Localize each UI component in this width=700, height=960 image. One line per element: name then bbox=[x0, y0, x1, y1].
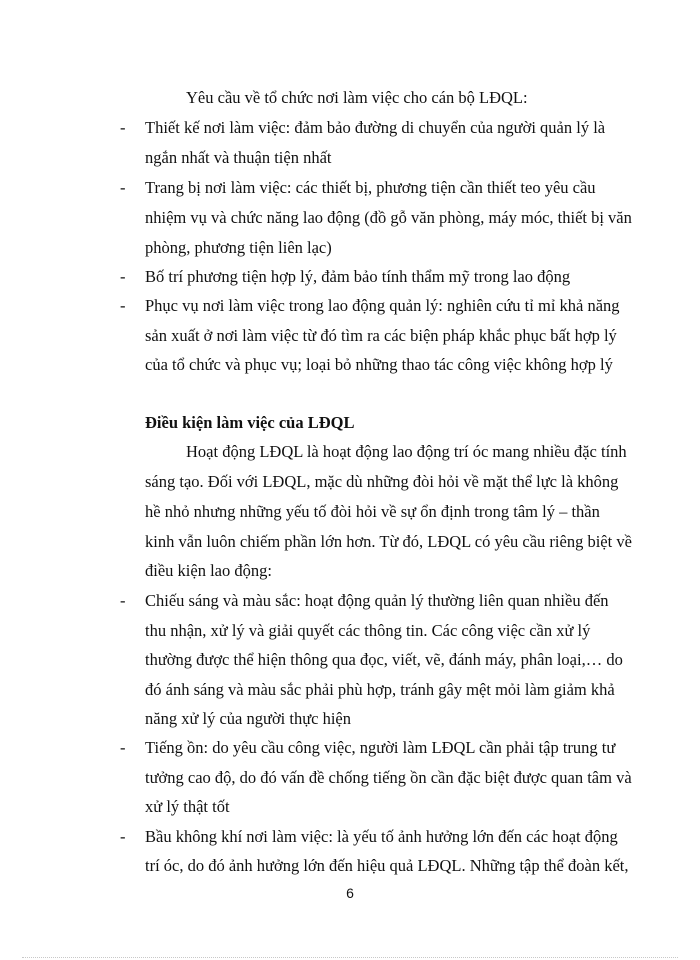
bullet-dash: - bbox=[120, 178, 126, 197]
page-bottom-divider bbox=[22, 957, 678, 958]
bullet-dash: - bbox=[120, 296, 126, 315]
s2-intro-line2: sáng tạo. Đối với LĐQL, mặc dù những đòi hỏi về mặt thể lực là không bbox=[145, 472, 619, 491]
s2-intro-line1: Hoạt động LĐQL là hoạt động lao động trí óc mang nhiều đặc tính bbox=[186, 442, 627, 461]
s2-intro-line3: hề nhỏ nhưng những yếu tố đòi hỏi về sự ổn định trong tâm lý – thần bbox=[145, 502, 600, 521]
bullet-dash: - bbox=[120, 827, 126, 846]
bullet-dash: - bbox=[120, 591, 126, 610]
s2-item1-line5: năng xử lý của người thực hiện bbox=[145, 709, 352, 728]
s1-item4-line2: sản xuất ở nơi làm việc từ đó tìm ra các biện pháp khắc phục bất hợp lý bbox=[145, 326, 617, 345]
s2-item1-line1: Chiếu sáng và màu sắc: hoạt động quản lý thường liên quan nhiều đến bbox=[145, 591, 609, 610]
s2-intro-line4: kinh vẫn luôn chiếm phần lớn hơn. Từ đó, LĐQL có yêu cầu riêng biệt về bbox=[145, 532, 632, 551]
section2-heading: Điều kiện làm việc của LĐQL bbox=[145, 413, 355, 432]
s2-item2-line3: xử lý thật tốt bbox=[145, 797, 230, 816]
s1-item1-line2: ngắn nhất và thuận tiện nhất bbox=[145, 148, 332, 167]
bullet-dash: - bbox=[120, 267, 126, 286]
bullet-dash: - bbox=[120, 118, 126, 137]
s2-item1-line4: đó ánh sáng và màu sắc phải phù hợp, tránh gây mệt mỏi làm giảm khả bbox=[145, 680, 615, 699]
s2-intro-line5: điều kiện lao động: bbox=[145, 561, 272, 580]
page-number: 6 bbox=[346, 885, 354, 901]
s2-item3-line2: trí óc, do đó ảnh hưởng lớn đến hiệu quả LĐQL. Những tập thể đoàn kết, bbox=[145, 856, 629, 875]
s1-item4-line1: Phục vụ nơi làm việc trong lao động quản lý: nghiên cứu tỉ mỉ khả năng bbox=[145, 296, 620, 315]
section1-heading: Yêu cầu về tổ chức nơi làm việc cho cán bộ LĐQL: bbox=[186, 88, 528, 107]
s1-item2-line1: Trang bị nơi làm việc: các thiết bị, phương tiện cần thiết teo yêu cầu bbox=[145, 178, 596, 197]
s2-item1-line2: thu nhận, xử lý và giải quyết các thông tin. Các công việc cần xử lý bbox=[145, 621, 591, 640]
s2-item3-line1: Bầu không khí nơi làm việc: là yếu tố ảnh hưởng lớn đến các hoạt động bbox=[145, 827, 618, 846]
s1-item4-line3: của tổ chức và phục vụ; loại bỏ những thao tác công việc không hợp lý bbox=[145, 355, 613, 374]
s1-item2-line2: nhiệm vụ và chức năng lao động (đồ gỗ văn phòng, máy móc, thiết bị văn bbox=[145, 208, 632, 227]
s1-item1-line1: Thiết kế nơi làm việc: đảm bảo đường di chuyển của người quản lý là bbox=[145, 118, 606, 137]
s1-item2-line3: phòng, phương tiện liên lạc) bbox=[145, 238, 332, 257]
bullet-dash: - bbox=[120, 738, 126, 757]
s2-item2-line2: tưởng cao độ, do đó vấn đề chống tiếng ồn cần đặc biệt được quan tâm và bbox=[145, 768, 632, 787]
s2-item2-line1: Tiếng ồn: do yêu cầu công việc, người làm LĐQL cần phải tập trung tư bbox=[145, 738, 616, 757]
s1-item3-line1: Bố trí phương tiện hợp lý, đảm bảo tính thẩm mỹ trong lao động bbox=[145, 267, 571, 286]
s2-item1-line3: thường được thể hiện thông qua đọc, viết, vẽ, đánh máy, phân loại,… do bbox=[145, 650, 623, 669]
